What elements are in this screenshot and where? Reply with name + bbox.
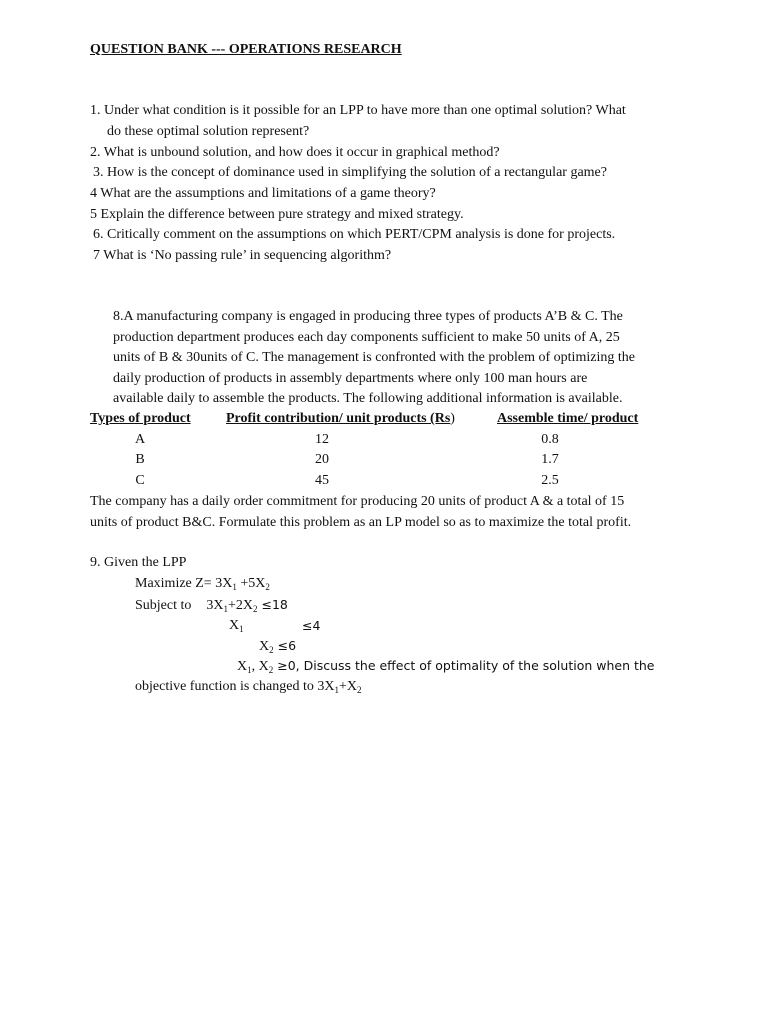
question-8-line-3: units of B & 30units of C. The management is confronted with the problem of optimizing the — [113, 350, 635, 365]
table-cell-time: 2.5 — [541, 473, 559, 488]
question-4: 4 What are the assumptions and limitations of a game theory? — [90, 186, 436, 201]
objective-function — [135, 575, 270, 593]
table-header-type: Types of product — [90, 411, 191, 426]
non-negativity-and-discussion — [237, 657, 655, 676]
subscript: 2 — [268, 665, 274, 675]
constraint-text: 3X — [206, 598, 224, 613]
table-cell-profit: 45 — [315, 473, 329, 488]
constraint-2-relation: ≤4 — [302, 618, 321, 633]
table-cell-profit: 12 — [315, 432, 329, 447]
page-title: QUESTION BANK --- OPERATIONS RESEARCH — [90, 42, 402, 57]
subject-to-label: Subject to — [135, 598, 192, 613]
table-header-profit-text: Profit contribution/ unit products (Rs — [226, 411, 451, 426]
question-8-line-4: daily production of products in assembly departments where only 100 man hours are — [113, 371, 588, 386]
subscript: 2 — [265, 582, 270, 592]
table-cell-product: A — [134, 432, 146, 447]
question-8-line-1: 8.A manufacturing company is engaged in producing three types of products A’B & C. The — [113, 309, 623, 324]
question-2: 2. What is unbound solution, and how does it occur in graphical method? — [90, 145, 500, 160]
subscript: 1 — [239, 624, 244, 634]
table-header-profit — [226, 410, 455, 428]
table-cell-product: C — [135, 473, 145, 488]
subscript: 2 — [253, 604, 258, 614]
constraint-text: ≥0, Discuss the effect of optimality of the solution when the — [273, 658, 655, 673]
question-8-line-2: production department produces each day components sufficient to make 50 units of A, 25 — [113, 330, 620, 345]
table-cell-time: 0.8 — [541, 432, 559, 447]
constraint-2-variable — [229, 617, 244, 635]
question-8-after-line-2: units of product B&C. Formulate this problem as an LP model so as to maximize the total profit. — [90, 515, 632, 530]
question-8-line-5: available daily to assemble the products. The following additional information is available. — [113, 391, 623, 406]
subscript: 1 — [232, 582, 237, 592]
new-objective-function — [135, 678, 361, 696]
question-1-line-1: 1. Under what condition is it possible for an LPP to have more than one optimal solution? What — [90, 103, 626, 118]
subscript: 2 — [269, 645, 274, 655]
constraint-text: X — [229, 618, 240, 633]
constraint-text: X — [237, 659, 248, 674]
table-cell-product: B — [135, 452, 145, 467]
table-header-profit-paren: ) — [450, 411, 455, 426]
subscript: 2 — [356, 685, 362, 695]
objective-text: objective function is changed to 3X — [135, 679, 335, 694]
table-header-assemble: Assemble time/ product — [497, 411, 639, 426]
table-cell-profit: 20 — [315, 452, 329, 467]
subscript: 1 — [223, 604, 229, 614]
question-6: 6. Critically comment on the assumptions on which PERT/CPM analysis is done for projects. — [93, 227, 616, 242]
question-3: 3. How is the concept of dominance used in simplifying the solution of a rectangular game? — [93, 165, 607, 180]
question-7: 7 What is ‘No passing rule’ in sequencing algorithm? — [93, 248, 392, 263]
question-5: 5 Explain the difference between pure strategy and mixed strategy. — [90, 207, 464, 222]
question-8-after-line-1: The company has a daily order commitment for producing 20 units of product A & a total of 15 — [90, 494, 625, 509]
constraint-3 — [259, 637, 296, 656]
constraint-text: , X — [251, 659, 269, 674]
question-1-line-2: do these optimal solution represent? — [107, 124, 310, 139]
subscript: 1 — [334, 685, 339, 695]
constraint-1 — [135, 596, 288, 615]
objective-text: +5X — [236, 576, 266, 591]
constraint-text: ≤6 — [273, 638, 297, 653]
objective-text: +X — [338, 679, 357, 694]
question-9-heading: 9. Given the LPP — [90, 555, 187, 570]
constraint-text: +2X — [228, 598, 254, 613]
objective-text: Maximize Z= 3X — [135, 576, 233, 591]
constraint-text: X — [259, 639, 270, 654]
table-cell-time: 1.7 — [541, 452, 559, 467]
constraint-text: ≤18 — [257, 597, 288, 612]
subscript: 1 — [247, 665, 252, 675]
